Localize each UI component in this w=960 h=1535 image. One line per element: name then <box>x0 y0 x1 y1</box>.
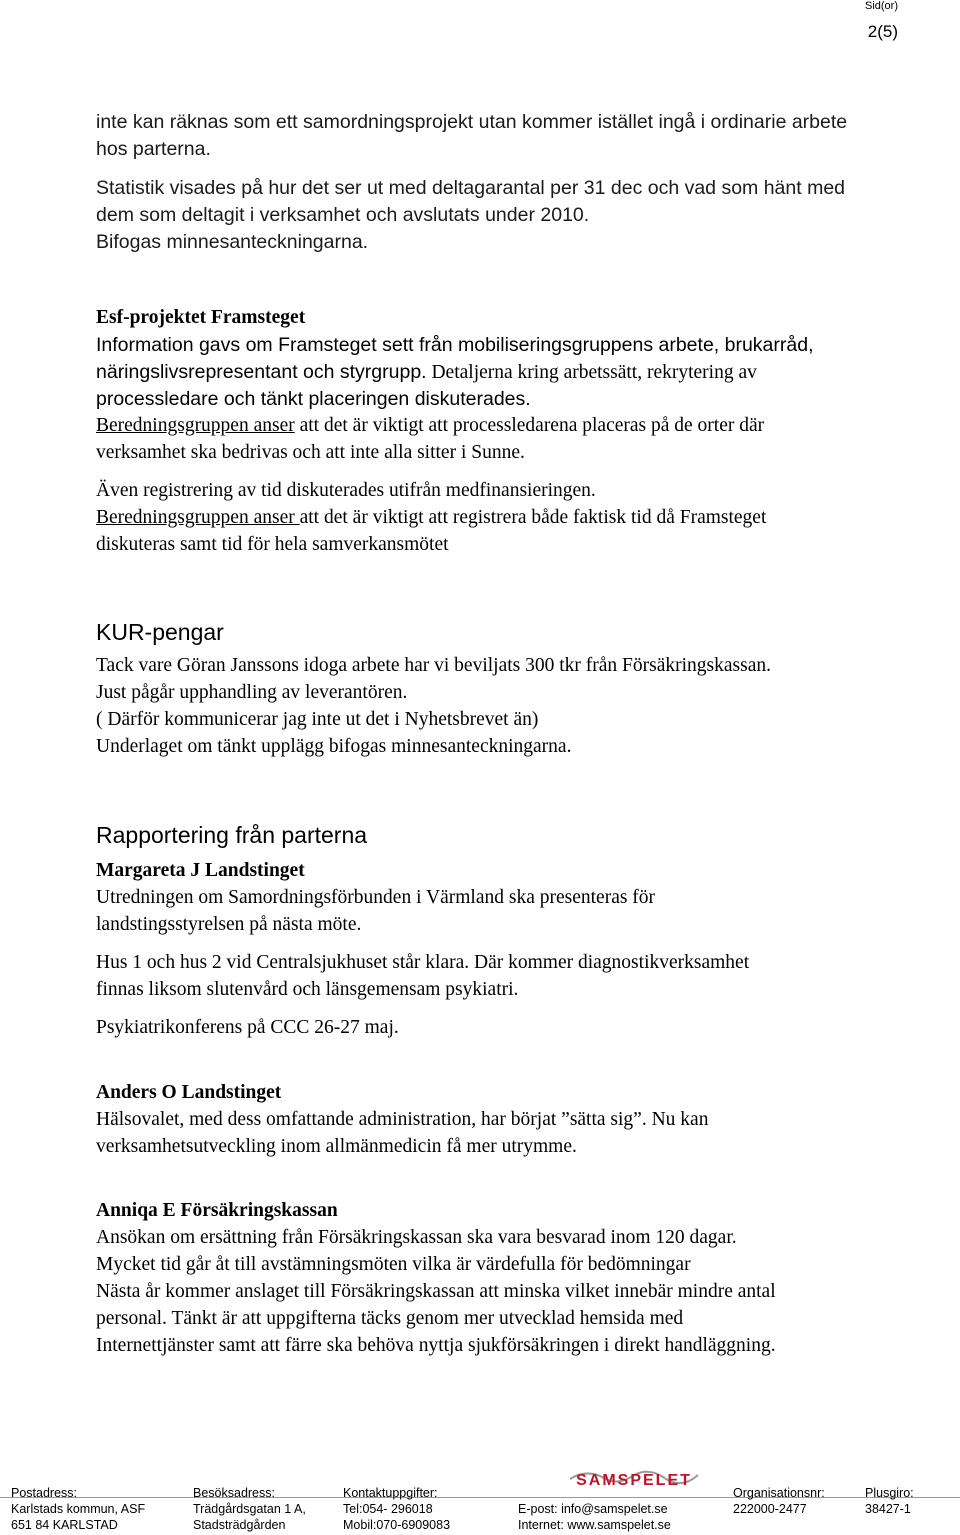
intro-line-4: dem som deltagit i verksamhet och avslutats under 2010. <box>96 204 590 226</box>
samspelet-logo-graphic <box>566 1467 702 1491</box>
esf-line-2a: näringslivsrepresentant och styrgrupp. <box>96 361 427 383</box>
esf-line-7-rest: att det är viktigt att registrera både faktisk tid då Framsteget <box>299 507 767 528</box>
esf-heading: Esf-projektet Framsteget <box>96 307 306 328</box>
footer-org: 222000-2477 <box>733 1502 807 1516</box>
footer-besok-2: Stadsträdgården <box>193 1518 286 1532</box>
footer-postadress-1: Karlstads kommun, ASF <box>11 1502 146 1516</box>
margareta-line-4: finnas liksom slutenvård och länsgemensam psykiatri. <box>96 979 519 1000</box>
anders-line-2: verksamhetsutveckling inom allmänmedicin få mer utrymme. <box>96 1136 577 1157</box>
esf-line-6: Även registrering av tid diskuterades utifrån medfinansieringen. <box>96 480 596 501</box>
anniqa-name: Anniqa E Försäkringskassan <box>96 1200 338 1221</box>
anniqa-line-5: Internettjänster samt att färre ska behöva nyttja sjukförsäkringen i direkt handläggning. <box>96 1335 776 1356</box>
kur-heading: KUR-pengar <box>96 619 224 645</box>
footer-epost <box>518 1501 668 1517</box>
anniqa-line-2: Mycket tid går åt till avstämningsmöten vilka är värdefulla för bedömningar <box>96 1254 691 1275</box>
footer-besok-label: Besöksadress: <box>193 1486 275 1500</box>
footer-tel: Tel:054- 296018 <box>343 1502 433 1516</box>
logo-text: SAMSPELET <box>576 1472 692 1489</box>
margareta-line-2: landstingsstyrelsen på nästa möte. <box>96 914 362 935</box>
footer-besok-1: Trädgårdsgatan 1 A, <box>193 1502 306 1516</box>
esf-line-4 <box>96 413 916 440</box>
footer-mobil: Mobil:070-6909083 <box>343 1518 451 1532</box>
margareta-name: Margareta J Landstinget <box>96 860 305 881</box>
page-number: 2(5) <box>867 22 898 41</box>
rapport-heading: Rapportering från parterna <box>96 822 368 848</box>
esf-line-2 <box>96 359 916 387</box>
kur-line-3: ( Därför kommunicerar jag inte ut det i Nyhetsbrevet än) <box>96 709 539 730</box>
footer-postadress-2: 651 84 KARLSTAD <box>11 1518 118 1532</box>
anniqa-line-3: Nästa år kommer anslaget till Försäkringskassan att minska vilket innebär mindre antal <box>96 1281 776 1302</box>
footer-epost-prefix: E-post: <box>518 1502 562 1516</box>
page-label: Sid(or) <box>864 0 898 12</box>
margareta-line-5: Psykiatrikonferens på CCC 26-27 maj. <box>96 1017 399 1038</box>
anders-line-1: Hälsovalet, med dess omfattande administration, har börjat ”sätta sig”. Nu kan <box>96 1109 709 1130</box>
intro-line-5: Bifogas minnesanteckningarna. <box>96 231 369 253</box>
margareta-line-3: Hus 1 och hus 2 vid Centralsjukhuset står klara. Där kommer diagnostikverksamhet <box>96 952 750 973</box>
footer-plusgiro: 38427-1 <box>865 1502 911 1516</box>
footer-postadress-label: Postadress: <box>11 1486 78 1500</box>
esf-line-5: verksamhet ska bedrivas och att inte alla sitter i Sunne. <box>96 442 525 463</box>
kur-line-4: Underlaget om tänkt upplägg bifogas minnesanteckningarna. <box>96 736 572 757</box>
anniqa-line-1: Ansökan om ersättning från Försäkringskassan ska vara besvarad inom 120 dagar. <box>96 1227 737 1248</box>
anniqa-line-4: personal. Tänkt är att uppgifterna täcks genom mer utvecklad hemsida med <box>96 1308 684 1329</box>
esf-underlined-2: Beredningsgruppen anser <box>96 507 300 528</box>
esf-line-4-rest: att det är viktigt att processledarena placeras på de orter där <box>294 415 765 436</box>
intro-line-3: Statistik visades på hur det ser ut med deltagarantal per 31 dec och vad som hänt med <box>96 177 846 199</box>
esf-line-2b: Detaljerna kring arbetssätt, rekrytering av <box>426 362 757 383</box>
intro-line-2: hos parterna. <box>96 138 211 160</box>
esf-line-1: Information gavs om Framsteget sett från mobiliseringsgruppens arbete, brukarråd, <box>96 334 814 356</box>
esf-line-8: diskuteras samt tid för hela samverkansmötet <box>96 534 449 555</box>
margareta-line-1: Utredningen om Samordningsförbunden i Värmland ska presenteras för <box>96 887 656 908</box>
samspelet-logo <box>566 1467 702 1491</box>
anders-name: Anders O Landstinget <box>96 1082 282 1103</box>
esf-line-3: processledare och tänkt placeringen diskuterades. <box>96 388 531 410</box>
footer-plusgiro-label: Plusgiro: <box>865 1486 914 1500</box>
footer-kontakt-label: Kontaktuppgifter: <box>343 1486 438 1500</box>
footer-internet-prefix: Internet: <box>518 1518 568 1532</box>
esf-line-7 <box>96 505 916 532</box>
footer-internet <box>518 1517 671 1533</box>
kur-line-1: Tack vare Göran Janssons idoga arbete har vi beviljats 300 tkr från Försäkringskassan. <box>96 655 771 676</box>
footer-internet-link[interactable]: www.samspelet.se <box>567 1518 671 1532</box>
intro-line-1: inte kan räknas som ett samordningsprojekt utan kommer istället ingå i ordinarie arbete <box>96 111 848 133</box>
footer-epost-link[interactable]: info@samspelet.se <box>561 1502 668 1516</box>
esf-underlined-1: Beredningsgruppen anser <box>96 415 295 436</box>
kur-line-2: Just pågår upphandling av leverantören. <box>96 682 408 703</box>
footer-org-label: Organisationsnr: <box>733 1486 825 1500</box>
